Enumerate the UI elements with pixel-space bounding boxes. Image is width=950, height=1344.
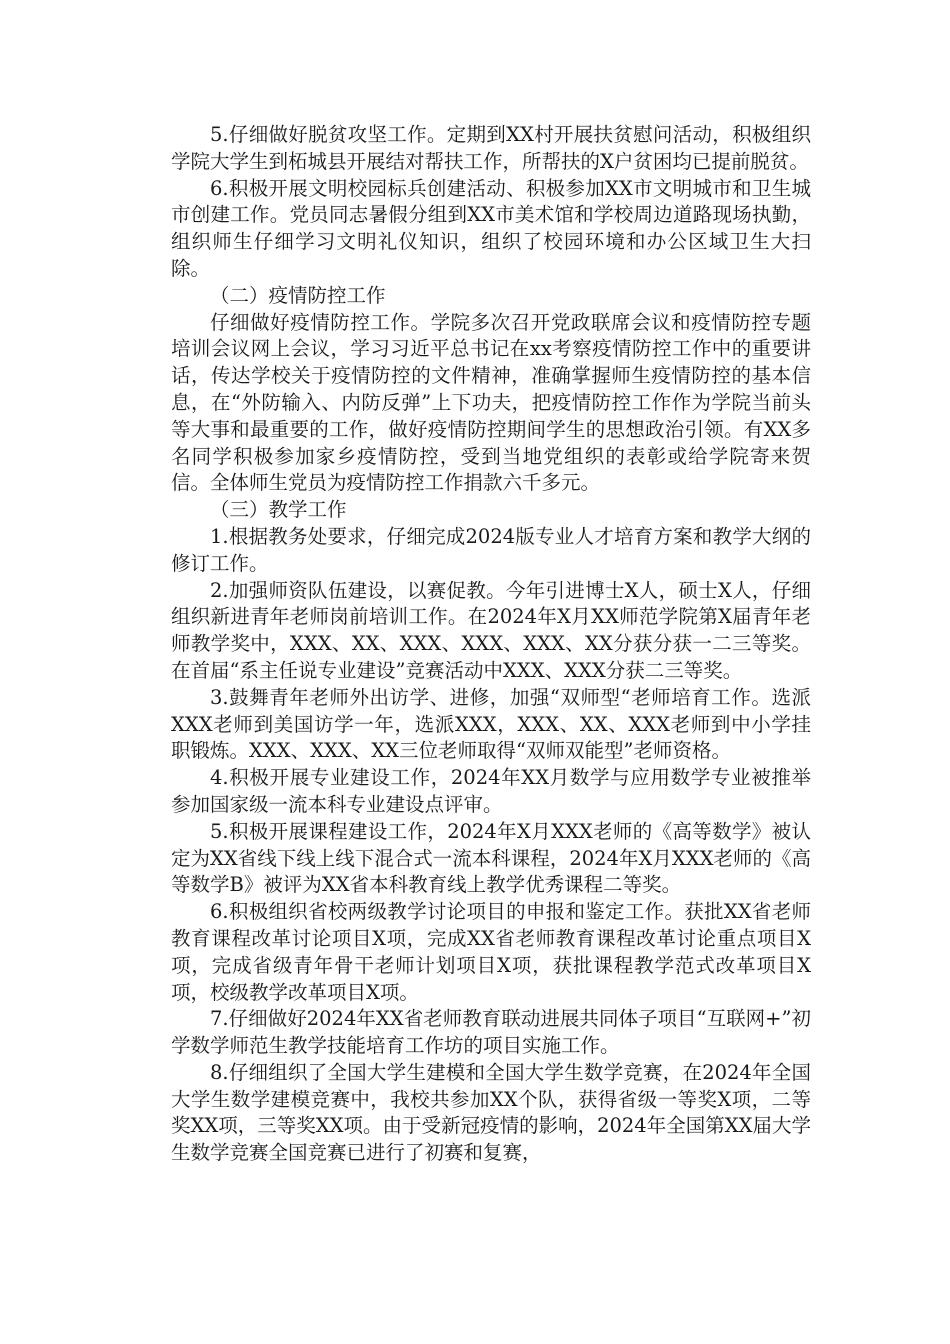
paragraph-research-projects: 6.积极组织省校两级教学讨论项目的申报和鉴定工作。获批XX省老师教育课程改革讨论项目X项，完成XX省老师教育课程改革讨论重点项目X项，完成省级青年骨干老师计划项目X项，获批课程教学范式改革项目X项，校级教学改革项目X项。 [171, 900, 811, 1004]
section-heading-epidemic: （二）疫情防控工作 [210, 283, 386, 307]
paragraph-poverty-alleviation: 5.仔细做好脱贫攻坚工作。定期到XX村开展扶贫慰问活动，积极组织学院大学生到柘城县开展结对帮扶工作，所帮扶的X户贫困均已提前脱贫。 [171, 123, 811, 173]
paragraph-faculty-building: 2.加强师资队伍建设，以赛促教。今年引进博士X人，硕士X人，仔细组织新进青年老师岗前培训工作。在2024年X月XX师范学院第X届青年老师教学奖中，XXX、XX、XXX、XXX、XXX、XX分获分获一二三等奖。在首届“系主任说专业建设”竞赛活动中XXX、XXX分获二三等奖。 [171, 578, 811, 682]
paragraph-course-construction: 5.积极开展课程建设工作，2024年X月XXX老师的《高等数学》被认定为XX省线下线上线下混合式一流本科课程，2024年X月XXX老师的《高等数学B》被评为XX省本科教育线上教学优秀课程二等奖。 [171, 819, 811, 897]
paragraph-workshop-project: 7.仔细做好2024年XX省老师教育联动进展共同体子项目“互联网+”初学数学师范生教学技能培育工作坊的项目实施工作。 [171, 1007, 811, 1058]
paragraph-major-construction: 4.积极开展专业建设工作，2024年XX月数学与应用数学专业被推举参加国家级一流本科专业建设点评审。 [171, 766, 811, 816]
paragraph-math-competition: 8.仔细组织了全国大学生建模和全国大学生数学竞赛，在2024年全国大学生数学建模竞赛中，我校共参加XX个队，获得省级一等奖X项，二等奖XX项，三等奖XX项。由于受新冠疫情的影响，2024年全国第XX届大学生数学竞赛全国竞赛已进行了初赛和复赛， [171, 1060, 811, 1165]
paragraph-curriculum-revision: 1.根据教务处要求，仔细完成2024版专业人才培育方案和教学大纲的修订工作。 [171, 524, 811, 575]
section-heading-teaching: （三）教学工作 [210, 498, 347, 522]
paragraph-young-teachers: 3.鼓舞青年老师外出访学、进修，加强“双师型“老师培育工作。选派XXX老师到美国访学一年，选派XXX，XXX、XX、XXX老师到中小学挂职锻炼。XXX、XXX、XX三位老师取得“双师双能型”老师资格。 [171, 685, 811, 763]
document-body [171, 122, 811, 1167]
paragraph-civilized-campus: 6.积极开展文明校园标兵创建活动、积极参加XX市文明城市和卫生城市创建工作。党员同志暑假分组到XX市美术馆和学校周边道路现场执勤，组织师生仔细学习文明礼仪知识，组织了校园环境和办公区域卫生大扫除。 [171, 176, 811, 280]
paragraph-epidemic-control: 仔细做好疫情防控工作。学院多次召开党政联席会议和疫情防控专题培训会议网上会议，学习习近平总书记在xx考察疫情防控工作中的重要讲话，传达学校关于疫情防控的文件精神，准确掌握师生疫情防控的基本信息，在“外防输入、内防反弹”上下功夫，把疫情防控工作作为学院当前头等大事和最重要的工作，做好疫情防控期间学生的思想政治引领。有XX多名同学积极参加家乡疫情防控，受到当地党组织的表彰或给学院寄来贺信。全体师生党员为疫情防控工作捐款六千多元。 [171, 310, 811, 495]
